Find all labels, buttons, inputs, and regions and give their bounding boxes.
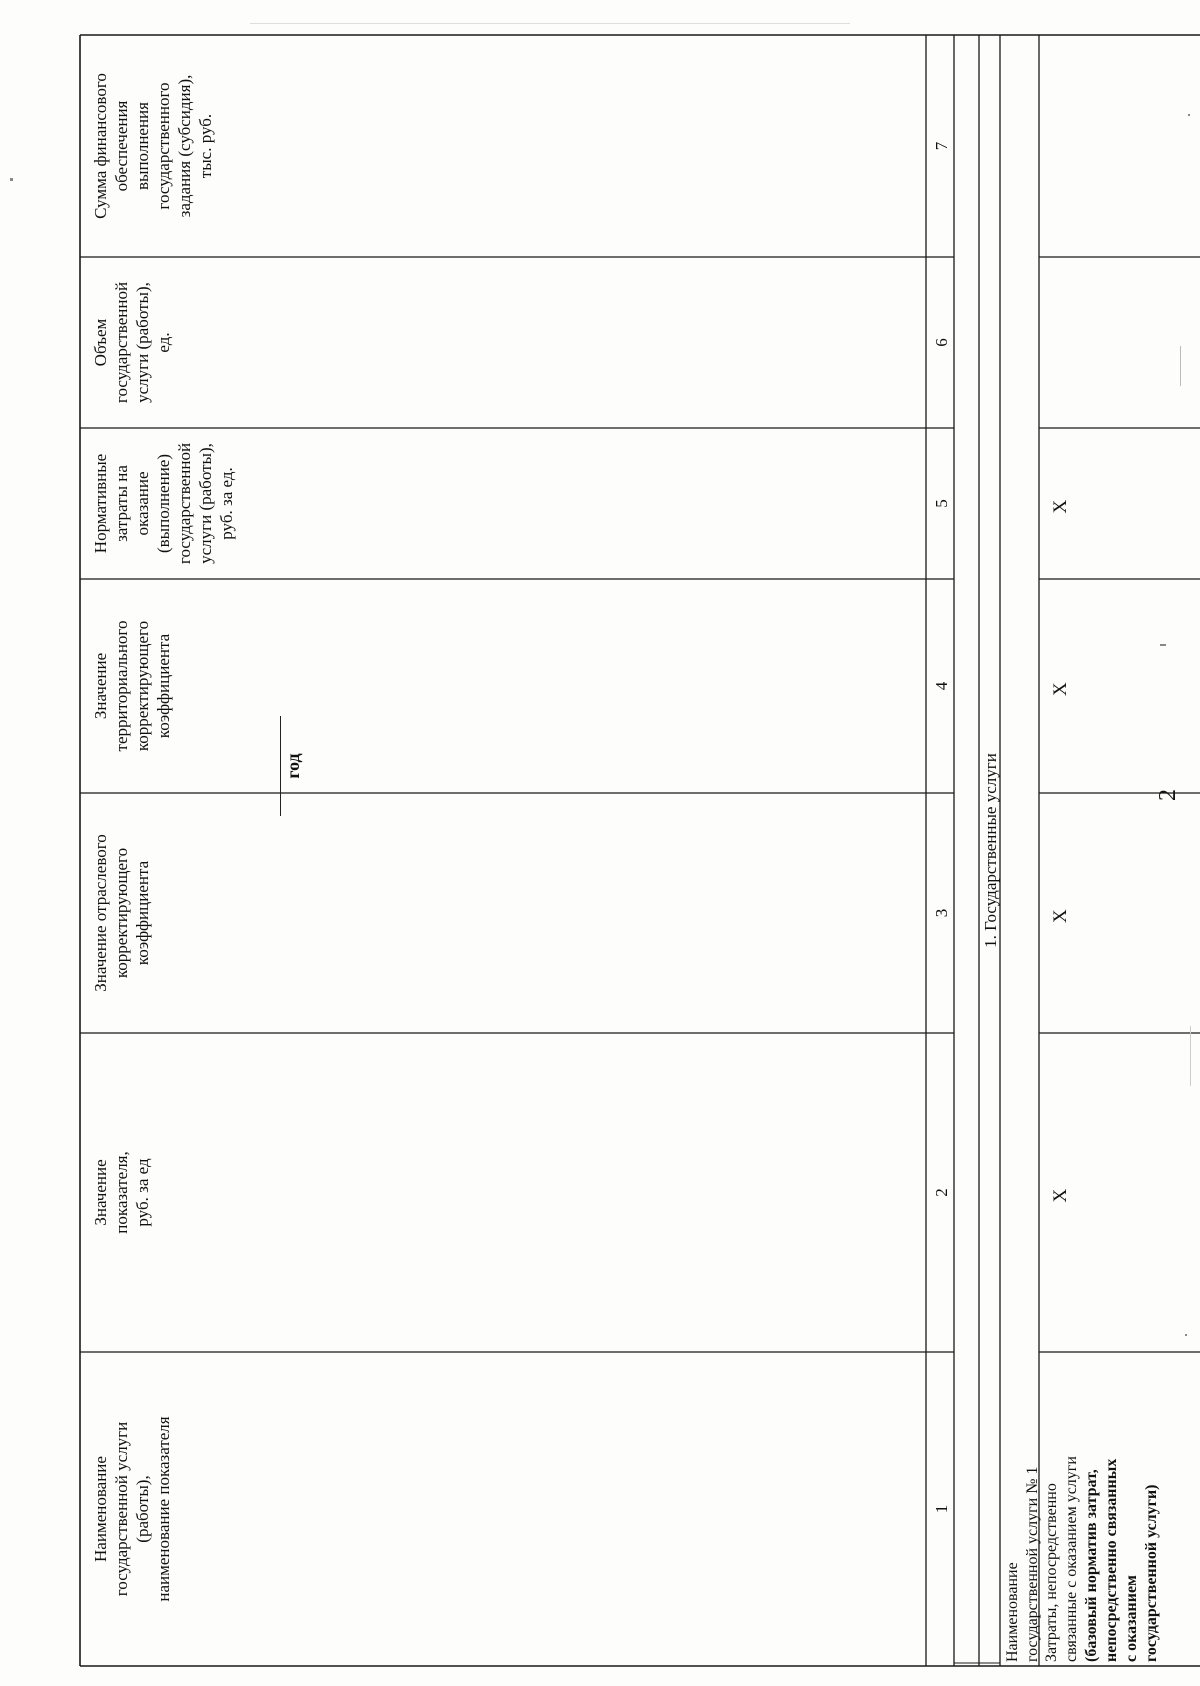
column-header-text: корректирующего (112, 847, 131, 979)
column-number: 6 (932, 338, 951, 347)
section-title: 1. Государственные услуги (981, 753, 1000, 948)
column-number: 5 (932, 499, 951, 508)
column-header-text: оказание (133, 471, 152, 536)
column-header-text: государственной услуги (112, 1421, 131, 1597)
column-header-text: ед. (154, 332, 173, 353)
column-header-text: государственной (175, 442, 194, 565)
column-number: 7 (932, 141, 951, 151)
scan-speck (1188, 114, 1190, 116)
cross-mark: Х (1050, 499, 1071, 514)
column-header-text: обеспечения (112, 100, 131, 192)
column-header-text: выполнения (133, 102, 152, 190)
cross-mark: Х (1050, 682, 1071, 696)
row-label: Наименование (1004, 1562, 1021, 1662)
column-header-text: (выполнение) (154, 453, 173, 554)
cross-mark: Х (1050, 1188, 1071, 1203)
cross-mark: Х (1050, 909, 1071, 923)
column-header-text: Объем (91, 318, 110, 367)
column-header-text: руб. за ед. (217, 467, 236, 540)
column-header-text: (работы), (133, 1475, 152, 1543)
column-header-text: государственного (154, 82, 173, 210)
row-label: государственной услуги № 1 (1024, 1466, 1041, 1662)
column-header-text: тыс. руб. (196, 113, 215, 179)
column-header-text: услуги (работы), (133, 282, 152, 403)
scan-speck (1185, 1334, 1187, 1336)
year-label: год (280, 716, 304, 816)
scan-speck (10, 178, 13, 181)
column-header-text: коэффициента (133, 860, 152, 966)
column-header-text: услуги (работы), (196, 443, 215, 564)
column-number: 1 (932, 1504, 951, 1514)
column-number: 4 (932, 681, 951, 691)
row-label-bold: непосредственно связанных (1103, 1458, 1120, 1662)
scan-line (1180, 346, 1181, 386)
column-header-text: государственной (112, 281, 131, 404)
column-number: 3 (932, 908, 951, 918)
column-header-text: Значение отраслевого (91, 834, 110, 992)
column-header-text: затраты на (112, 465, 131, 542)
row-label: связанные с оказанием услуги (1063, 1456, 1080, 1662)
row-label-bold: государственной услуги) (1143, 1484, 1160, 1662)
column-header-text: Нормативные (91, 453, 110, 554)
page-number: 2 (1155, 789, 1181, 801)
column-header-text: Значение (91, 1159, 110, 1226)
column-header-text: территориального (112, 620, 131, 752)
column-header-text: задания (субсидия), (175, 74, 194, 218)
row-label-bold: с оказанием (1123, 1575, 1140, 1662)
column-header-text: Наименование (91, 1456, 110, 1562)
column-header-text: руб. за ед (133, 1158, 152, 1227)
column-number: 2 (932, 1188, 951, 1197)
column-header-text: наименование показателя (154, 1416, 173, 1602)
column-header-text: Значение (91, 652, 110, 720)
column-header-text: корректирующего (133, 620, 152, 752)
row-label: Затраты, непосредственно (1043, 1483, 1060, 1662)
row-label-bold: (базовый норматив затрат, (1083, 1469, 1100, 1662)
scan-line (1190, 1026, 1191, 1086)
column-header-text: коэффициента (154, 633, 173, 739)
scan-line (250, 23, 850, 24)
scan-speck (1160, 644, 1166, 646)
column-header-text: показателя, (112, 1151, 131, 1234)
column-header-text: Сумма финансового (91, 73, 110, 219)
